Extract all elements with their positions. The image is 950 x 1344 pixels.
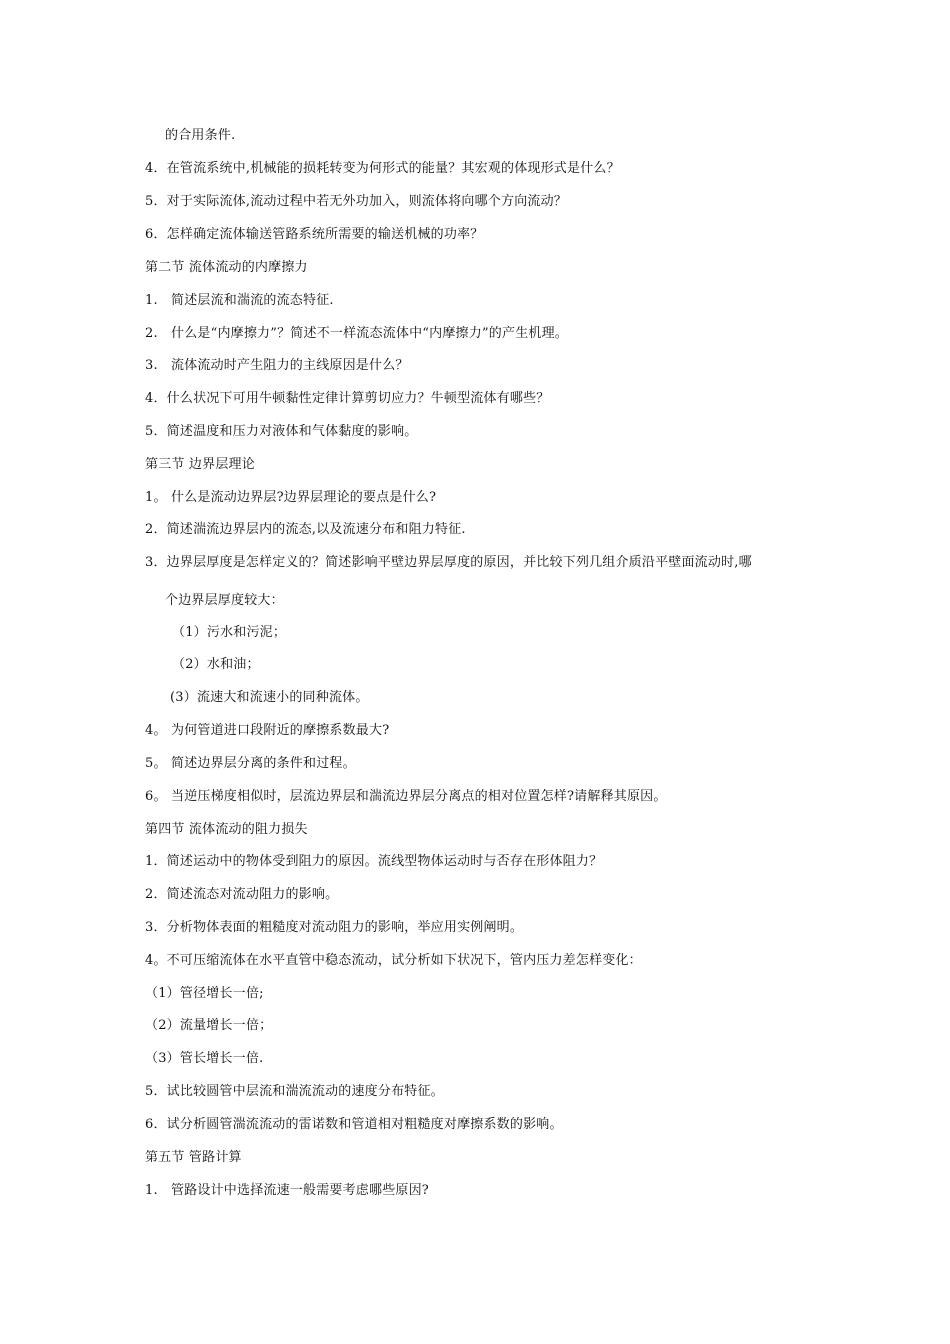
- question-item: 6．试分析圆管湍流流动的雷诺数和管道相对粗糙度对摩擦系数的影响。: [145, 1117, 563, 1132]
- question-item: 6．怎样确定流体输送管路系统所需要的输送机械的功率？: [145, 227, 484, 242]
- question-item: 1．简述运动中的物体受到阻力的原因。流线型物体运动时与否存在形体阻力？: [145, 854, 603, 869]
- section-heading: 第五节 管路计算: [145, 1150, 242, 1165]
- question-item: 4。 为何管道进口段附近的摩擦系数最大?: [145, 723, 390, 738]
- text-line: 个边界层厚度较大：: [165, 593, 284, 608]
- question-item: 4．在管流系统中,机械能的损耗转变为何形式的能量？其宏观的体现形式是什么？: [145, 161, 620, 176]
- sub-item: （2）水和油；: [172, 657, 260, 672]
- question-item: 5。 简述边界层分离的条件和过程。: [145, 756, 356, 771]
- sub-item: (3）流速大和流速小的同种流体。: [170, 690, 369, 705]
- sub-item: （1）污水和污泥；: [172, 625, 287, 640]
- question-item: 4。不可压缩流体在水平直管中稳态流动，试分析如下状况下，管内压力差怎样变化：: [145, 953, 642, 968]
- question-item: 3. 流体流动时产生阻力的主线原因是什么？: [145, 358, 409, 373]
- question-item: 2．简述湍流边界层内的流态,以及流速分布和阻力特征.: [145, 522, 466, 537]
- question-item: 3．分析物体表面的粗糙度对流动阻力的影响，举应用实例阐明。: [145, 920, 524, 935]
- question-item: 4．什么状况下可用牛顿黏性定律计算剪切应力？牛顿型流体有哪些？: [145, 391, 550, 406]
- question-item: 3．边界层厚度是怎样定义的？简述影响平壁边界层厚度的原因，并比较下列几组介质沿平壁面流动时,哪: [145, 555, 752, 570]
- question-item: 2．简述流态对流动阻力的影响。: [145, 887, 339, 902]
- question-item: 2. 什么是“内摩擦力”？简述不一样流态流体中“内摩擦力”的产生机理。: [145, 326, 568, 341]
- section-heading: 第二节 流体流动的内摩擦力: [145, 260, 308, 275]
- sub-item: （1）管径增长一倍;: [145, 986, 264, 1001]
- sub-item: （2）流量增长一倍；: [145, 1018, 273, 1033]
- question-item: 1. 管路设计中选择流速一般需要考虑哪些原因?: [145, 1183, 429, 1198]
- question-item: 5．简述温度和压力对液体和气体黏度的影响。: [145, 424, 418, 439]
- question-item: 1。 什么是流动边界层?边界层理论的要点是什么?: [145, 490, 437, 505]
- question-item: 1. 简述层流和湍流的流态特征.: [145, 293, 334, 308]
- section-heading: 第四节 流体流动的阻力损失: [145, 822, 308, 837]
- section-heading: 第三节 边界层理论: [145, 457, 255, 472]
- question-item: 6。 当逆压梯度相似时，层流边界层和湍流边界层分离点的相对位置怎样?请解释其原因。: [145, 789, 667, 804]
- question-item: 5．对于实际流体,流动过程中若无外功加入，则流体将向哪个方向流动？: [145, 194, 568, 209]
- text-line: 的合用条件.: [165, 128, 236, 143]
- sub-item: （3）管长增长一倍.: [145, 1051, 264, 1066]
- question-item: 5．试比较圆管中层流和湍流流动的速度分布特征。: [145, 1084, 444, 1099]
